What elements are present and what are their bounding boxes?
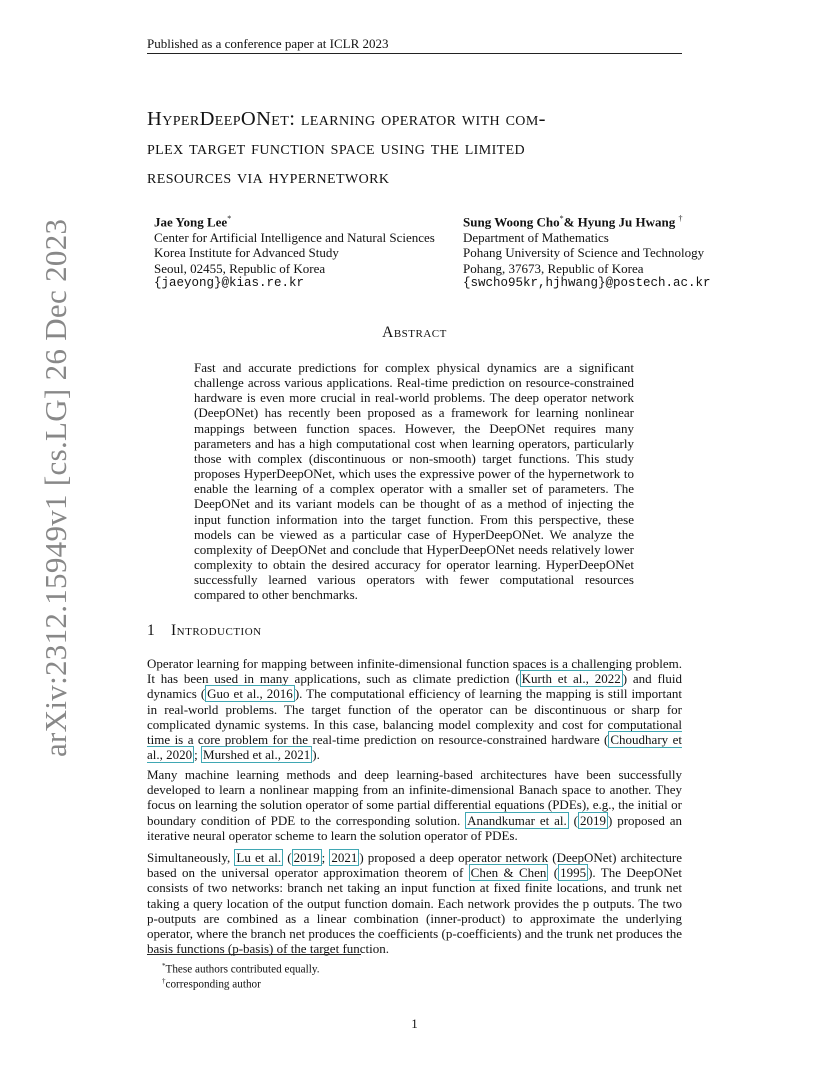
arxiv-stamp: arXiv:2312.15949v1 [cs.LG] 26 Dec 2023 xyxy=(38,218,73,757)
paragraph xyxy=(147,767,682,843)
title-line-3: resources via hypernetwork xyxy=(147,166,390,188)
citation-link[interactable]: Guo et al., 2016 xyxy=(207,686,293,702)
paragraph xyxy=(147,850,682,956)
text-run: ) proposed an iterative neural operator scheme to learn the solution operator of PDEs. xyxy=(147,812,682,843)
footnote-text: corresponding author xyxy=(165,978,261,991)
author-affiliation: Department of Mathematics xyxy=(463,229,609,245)
text-run: Operator learning for mapping between infinite-dimensional function spaces is a challenging problem. It has been used in many applications, such as climate prediction ( xyxy=(147,656,682,687)
text-run: ; xyxy=(194,747,202,763)
citation-link[interactable]: Lu et al. xyxy=(236,850,282,865)
citation-link[interactable]: 2019 xyxy=(293,850,320,865)
footnote xyxy=(162,962,320,976)
title-name: HyperDeepONet xyxy=(147,108,290,130)
section-heading xyxy=(147,622,262,640)
citation-link[interactable]: Murshed et al., 2021 xyxy=(203,747,311,763)
text-run: ( xyxy=(548,865,559,881)
citation-link[interactable]: Kurth et al., 2022 xyxy=(521,671,621,687)
footnote xyxy=(162,977,261,991)
abstract-heading: Abstract xyxy=(382,324,447,341)
author-affiliation: Pohang University of Science and Technology xyxy=(463,245,705,261)
author-block-right xyxy=(463,211,711,292)
page-number: 1 xyxy=(411,1016,418,1031)
author-affiliation: Center for Artificial Intelligence and Natural Sciences xyxy=(154,229,435,245)
text-run: ) proposed a deep operator network (DeepONet) architecture based on the universal operator approximation theorem of xyxy=(147,850,682,881)
header-rule xyxy=(147,53,682,54)
text-run: ). The DeepONet consists of two networks: branch net taking an input function at fixed finite locations, and trunk net taking a query location of the output function domain. Each network provides the p outputs. The two p-outputs are combined as a linear combination (inner-product) to approximate the underlying operator, where the branch net produces the coefficients (p-coefficients) and the trunk net produces the basis functions (p-basis) of the target function. xyxy=(147,865,682,957)
author-affiliation: Korea Institute for Advanced Study xyxy=(154,245,339,261)
footnote-mark: * xyxy=(162,962,166,970)
paper-title xyxy=(147,105,707,192)
citation-link[interactable]: 1995 xyxy=(560,865,587,881)
footnote-mark: † xyxy=(162,977,166,985)
text-run: ; xyxy=(321,850,330,865)
author-block-left xyxy=(154,211,435,292)
text-run: Many machine learning methods and deep learning-based architectures have been successfully developed to learn a nonlinear mapping from an infinite-dimensional Banach space to another. They focus on learning the solution operator of some partial differential equations (PDEs), e.g., the initial or boundary condition of PDE to the corresponding solution. xyxy=(147,767,682,828)
citation-link[interactable]: Chen & Chen xyxy=(470,865,547,881)
citation-link[interactable]: 2019 xyxy=(579,812,606,828)
footnote-rule xyxy=(147,954,361,955)
author-address: Seoul, 02455, Republic of Korea xyxy=(154,260,326,276)
section-title: Introduction xyxy=(171,622,262,639)
text-run: Simultaneously, xyxy=(147,850,235,865)
citation-link[interactable]: Anandkumar et al. xyxy=(467,812,567,828)
author-name: Sung Woong Cho xyxy=(463,214,560,230)
footnote-text: These authors contributed equally. xyxy=(165,963,320,976)
author-name: & Hyung Ju Hwang xyxy=(563,214,679,230)
author-address: Pohang, 37673, Republic of Korea xyxy=(463,260,644,276)
author-name: Jae Yong Lee xyxy=(154,214,228,230)
citation-link[interactable]: Choudhary et al., 2020 xyxy=(147,732,682,763)
author-mark: * xyxy=(227,214,232,223)
text-run: ) and fluid dynamics ( xyxy=(147,671,683,702)
author-email: {swcho95kr,hjhwang}@postech.ac.kr xyxy=(463,276,711,291)
text-run: ( xyxy=(283,850,292,865)
running-header: Published as a conference paper at ICLR 2023 xyxy=(147,36,389,51)
author-mark: * xyxy=(559,214,564,223)
title-line-1: : learning operator with com- xyxy=(289,108,546,130)
title-line-2: plex target function space using the limited xyxy=(147,137,526,159)
abstract-text: Fast and accurate predictions for complex physical dynamics are a significant challenge across various applications. Real-time prediction on resource-constrained hardware is even more crucial in real-world problems. The deep operator network (DeepONet) has recently been proposed as a framework for learning nonlinear mappings between function spaces. However, the DeepONet requires many parameters and has a high computational cost when learning operators, particularly those with complex (discontinuous or non-smooth) target functions. This study proposes HyperDeepONet, which uses the expressive power of the hypernetwork to enable the learning of a complex operator with a smaller set of parameters. The DeepONet and its variant models can be thought of as a method of injecting the input function information into the target function. From this perspective, these models can be viewed as a particular case of HyperDeepONet. We analyze the complexity of DeepONet and conclude that HyperDeepONet needs relatively lower complexity to obtain the desired accuracy for operator learning. HyperDeepONet successfully learned various operators with fewer computational resources compared to other benchmarks. xyxy=(194,360,634,603)
text-run: ). The computational efficiency of learning the mapping is still important in real-world problems. The target function of the operator can be discontinuous or sharp for complicated dynamic systems. In this case, balancing model complexity and cost for computational time is a core problem for the real-time prediction on resource-constrained hardware ( xyxy=(147,686,682,748)
author-mark: † xyxy=(678,214,683,223)
text-run: ( xyxy=(568,812,578,828)
section-number: 1 xyxy=(147,622,156,639)
citation-link[interactable]: 2021 xyxy=(331,850,358,865)
text-run: ). xyxy=(312,747,320,763)
paragraph xyxy=(147,656,682,762)
author-email: {jaeyong}@kias.re.kr xyxy=(154,276,305,291)
